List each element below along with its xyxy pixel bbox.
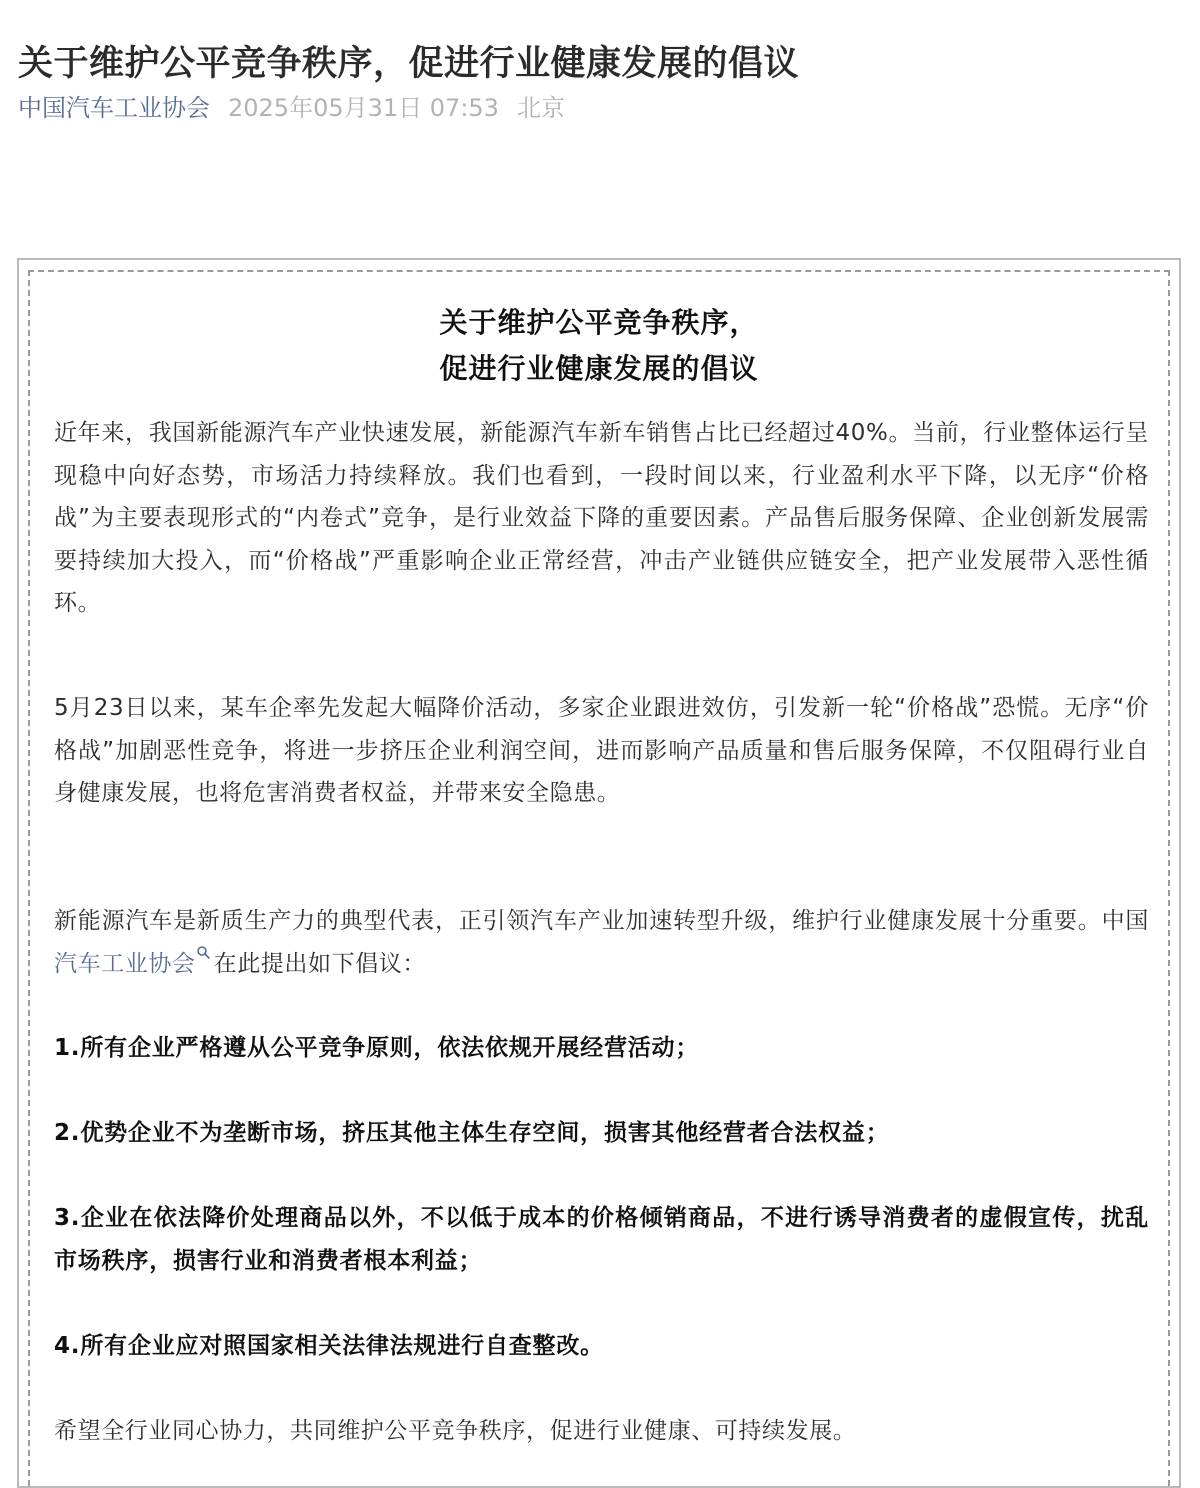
source-account-link[interactable]: 中国汽车工业协会 xyxy=(18,94,210,122)
article-dashed-border xyxy=(28,270,1170,1486)
proposal-item-3: 3.企业在依法降价处理商品以外，不以低于成本的价格倾销商品，不进行诱导消费者的虚假宣传，扰乱市场秩序，损害行业和消费者根本利益； xyxy=(54,1205,1149,1274)
paragraph-initiative xyxy=(54,900,1149,985)
publish-location: 北京 xyxy=(516,94,565,122)
article-heading-line1: 关于维护公平竞争秩序， xyxy=(439,306,759,339)
paragraph-intro: 近年来，我国新能源汽车产业快速发展，新能源汽车新车销售占比已经超过40%。当前，行业整体运行呈现稳中向好态势，市场活力持续释放。我们也看到，一段时间以来，行业盈利水平下降，以无序“价格战”为主要表现形式的“内卷式”竞争，是行业效益下降的重要因素。产品售后服务保障、企业创新发展需要持续加大投入，而“价格战”严重影响企业正常经营，冲击产业链供应链安全，把产业发展带入恶性循环。 xyxy=(54,420,1149,616)
paragraph-initiative-tail: 在此提出如下倡议： xyxy=(213,950,427,977)
paragraph-price-war: 5月23日以来，某车企率先发起大幅降价活动，多家企业跟进效仿，引发新一轮“价格战”恐慌。无序“价格战”加剧恶性竞争，将进一步挤压企业利润空间，进而影响产品质量和售后服务保障，不仅阻碍行业自身健康发展，也将危害消费者权益，并带来安全隐患。 xyxy=(54,695,1149,806)
search-icon[interactable] xyxy=(196,945,212,961)
paragraph-closing: 希望全行业同心协力，共同维护公平竞争秩序，促进行业健康、可持续发展。 xyxy=(54,1418,857,1444)
association-link[interactable]: 汽车工业协会 xyxy=(54,950,196,977)
proposal-item-2: 2.优势企业不为垄断市场，挤压其他主体生存空间，损害其他经营者合法权益； xyxy=(54,1120,890,1146)
article-image-frame xyxy=(17,258,1181,1488)
article-meta xyxy=(18,88,565,128)
article-heading xyxy=(30,300,1168,392)
page-title: 关于维护公平竞争秩序，促进行业健康发展的倡议 xyxy=(18,44,800,85)
paragraph-initiative-text: 新能源汽车是新质生产力的典型代表，正引领汽车产业加速转型升级，维护行业健康发展十分重要。中国 xyxy=(54,908,1149,934)
article-heading-line2: 促进行业健康发展的倡议 xyxy=(439,352,759,385)
proposal-item-4: 4.所有企业应对照国家相关法律法规进行自查整改。 xyxy=(54,1333,604,1359)
publish-datetime: 2025年05月31日 07:53 xyxy=(228,94,499,122)
proposal-item-1: 1.所有企业严格遵从公平竞争原则，依法依规开展经营活动； xyxy=(54,1035,700,1061)
